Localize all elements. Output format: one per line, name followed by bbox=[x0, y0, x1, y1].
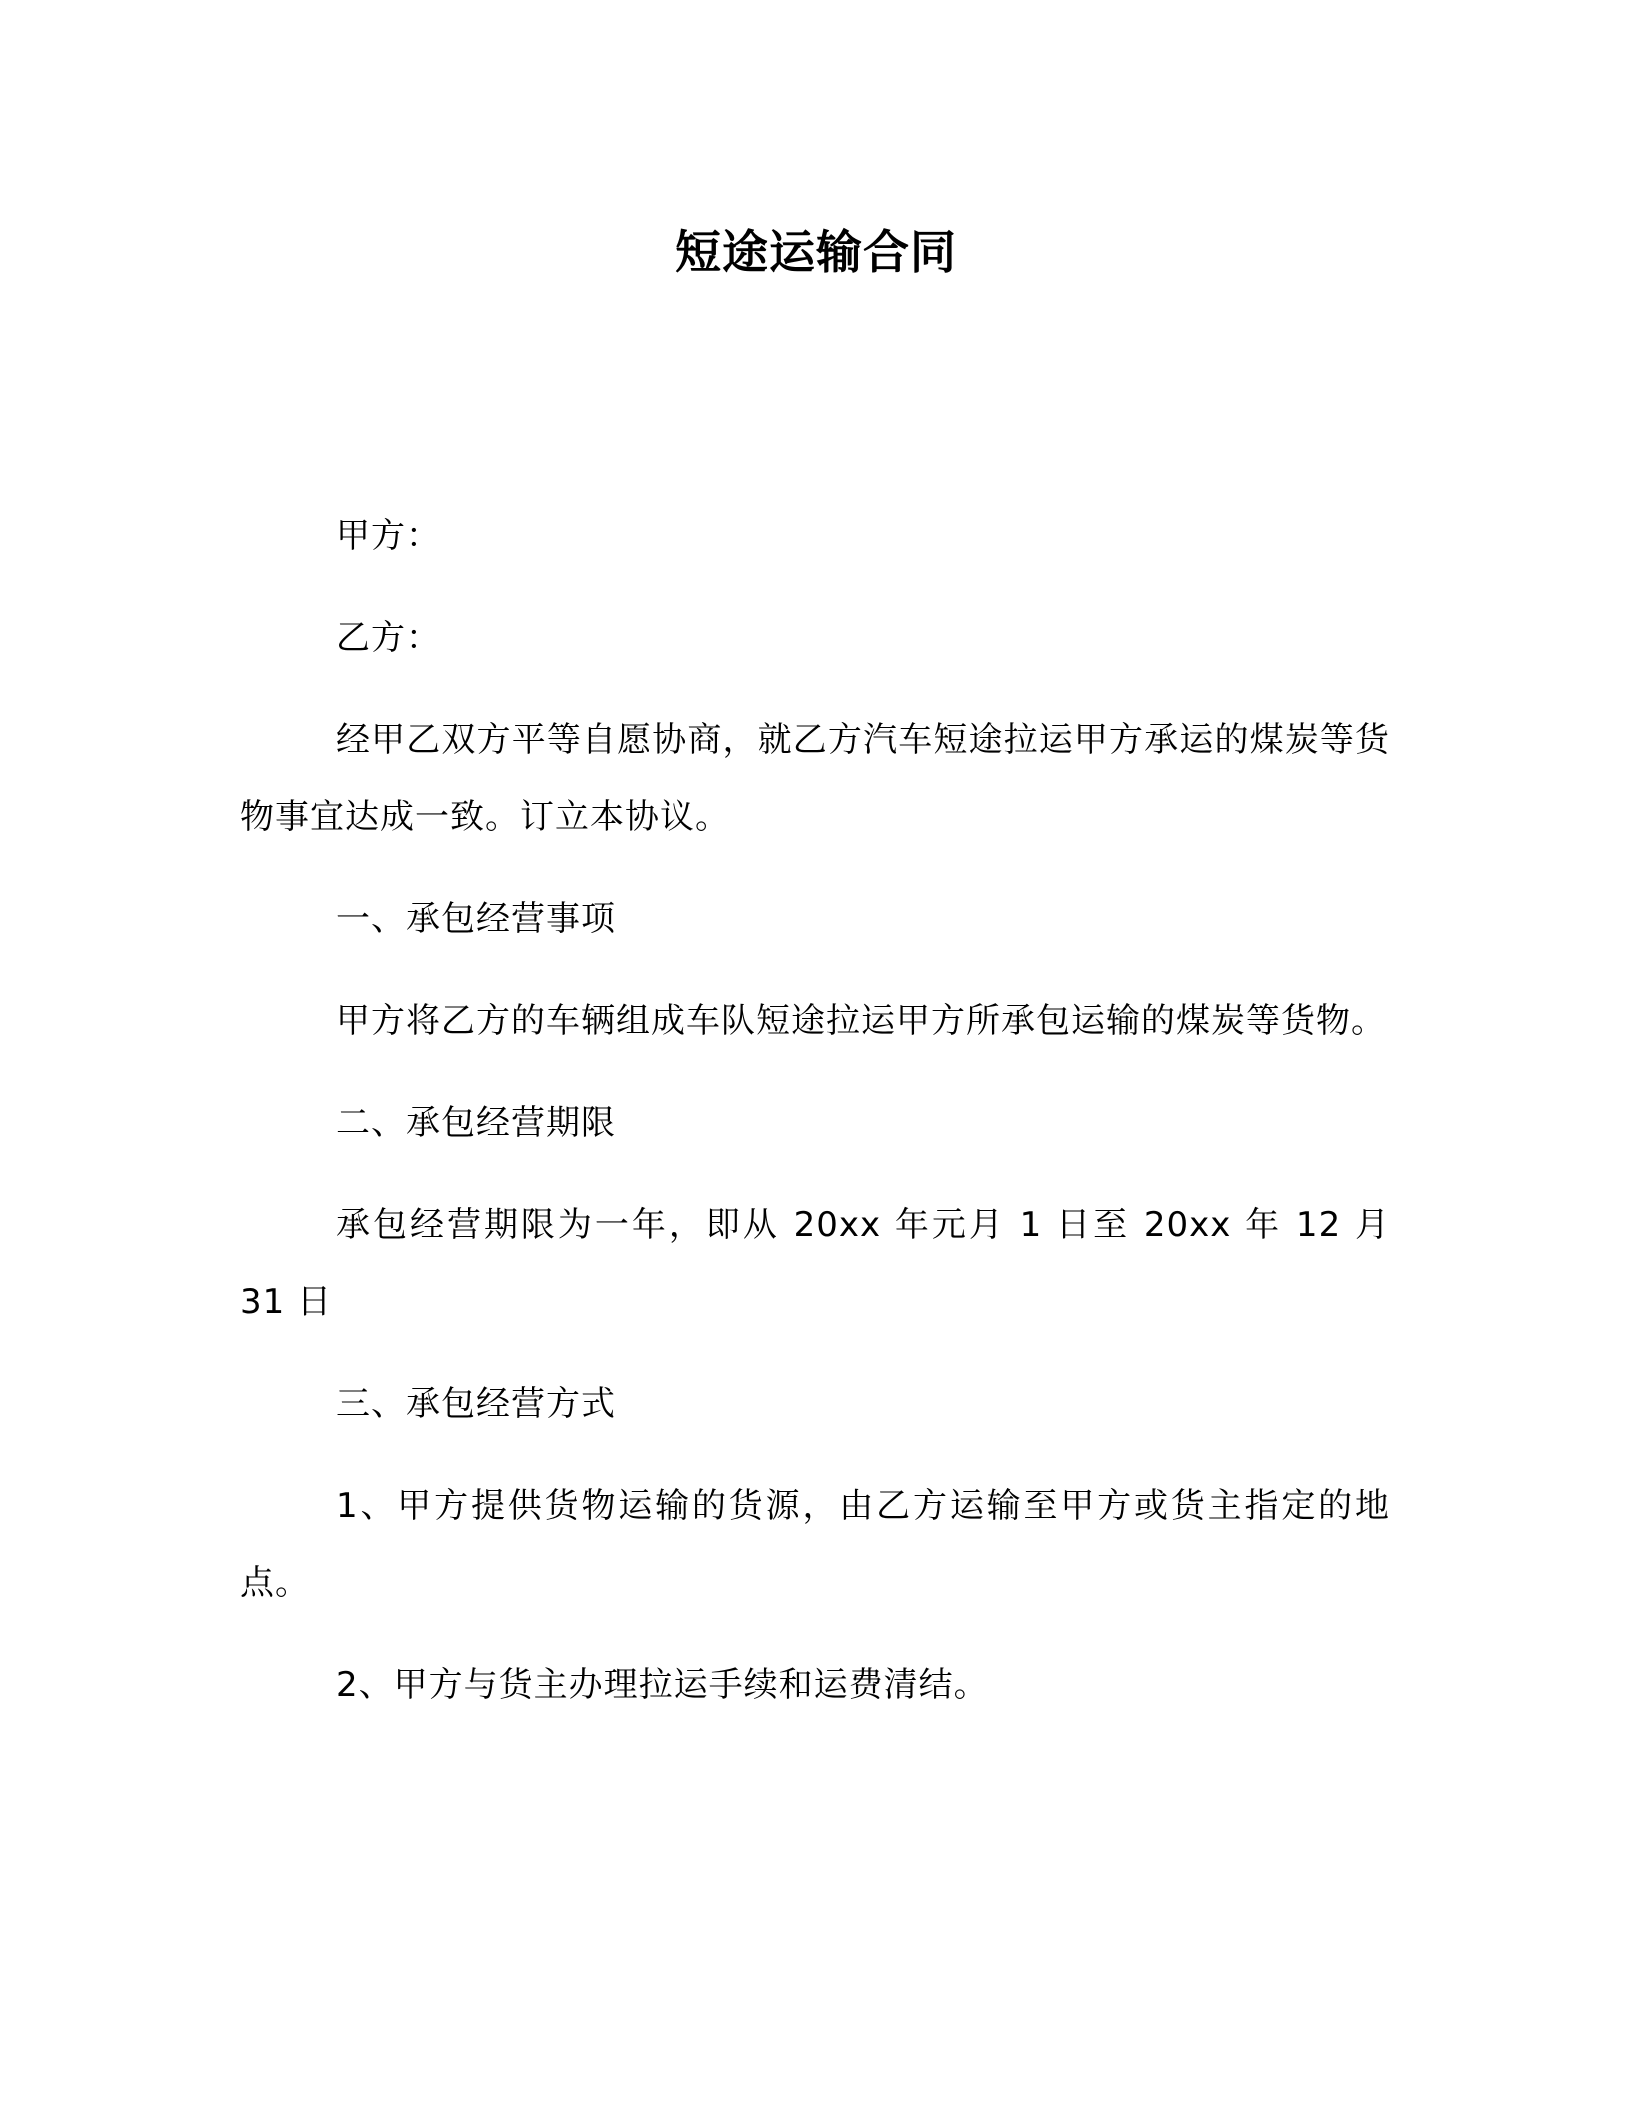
document-body bbox=[240, 498, 1390, 1749]
section-1-paragraph: 甲方将乙方的车辆组成车队短途拉运甲方所承包运输的煤炭等货物。 bbox=[336, 1001, 1386, 1041]
section-2-paragraph: 承包经营期限为一年，即从 20xx 年元月 1 日至 20xx 年 12 月 31 日 bbox=[240, 1205, 1390, 1322]
section-3-item-2: 2、甲方与货主办理拉运手续和运费清结。 bbox=[336, 1665, 989, 1705]
document-title: 短途运输合同 bbox=[675, 225, 957, 279]
section-heading-2: 二、承包经营期限 bbox=[336, 1103, 616, 1143]
intro-paragraph: 经甲乙双方平等自愿协商，就乙方汽车短途拉运甲方承运的煤炭等货物事宜达成一致。订立本协议。 bbox=[240, 720, 1390, 837]
party-a-line: 甲方： bbox=[336, 516, 441, 556]
section-heading-1: 一、承包经营事项 bbox=[336, 899, 616, 939]
section-3-item-1: 1、甲方提供货物运输的货源，由乙方运输至甲方或货主指定的地点。 bbox=[240, 1486, 1390, 1603]
section-heading-3: 三、承包经营方式 bbox=[336, 1384, 616, 1424]
party-b-line: 乙方： bbox=[336, 618, 441, 658]
